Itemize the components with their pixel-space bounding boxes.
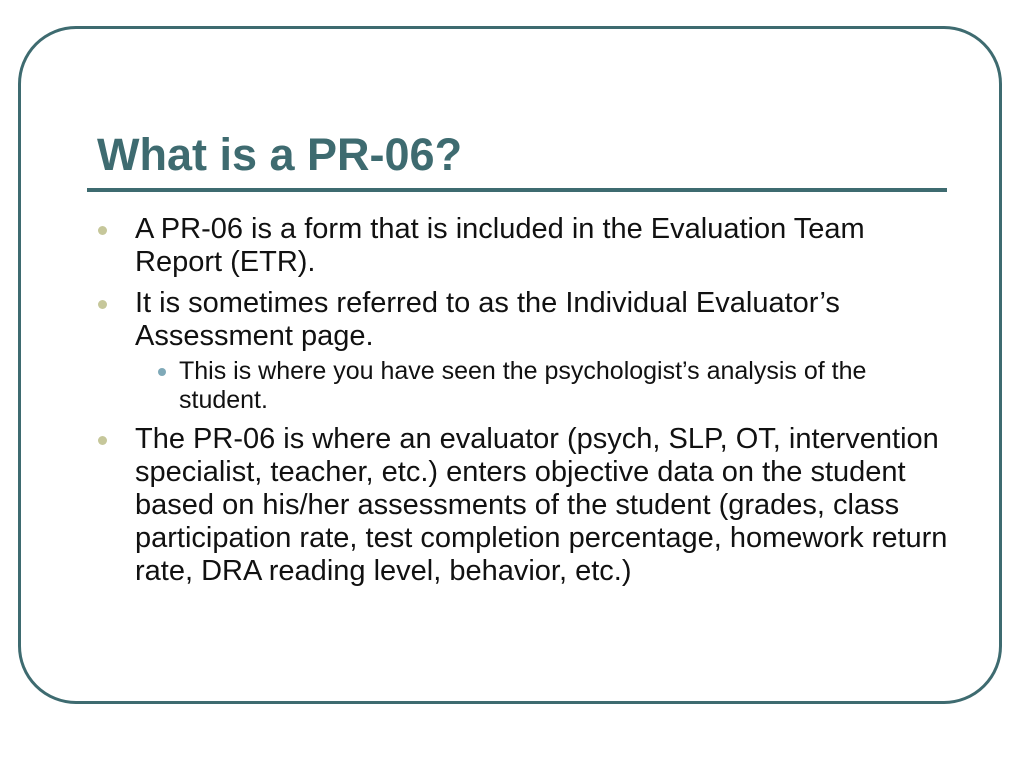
bullet-dot-icon	[98, 226, 107, 235]
bullet-text: It is sometimes referred to as the Individual Evaluator’s Assessment page.	[135, 287, 840, 352]
bullet-list	[96, 213, 956, 596]
sub-bullet-text: This is where you have seen the psychologist’s analysis of the student.	[179, 357, 867, 414]
title-underline	[87, 188, 947, 192]
bullet-item	[96, 213, 956, 279]
bullet-dot-icon	[98, 300, 107, 309]
bullet-dot-icon	[98, 436, 107, 445]
bullet-item	[96, 287, 956, 415]
bullet-item	[96, 423, 956, 588]
sub-bullet-dot-icon	[158, 368, 166, 376]
slide-title: What is a PR-06?	[97, 129, 463, 180]
sub-bullet-item	[135, 357, 956, 415]
bullet-text: A PR-06 is a form that is included in the Evaluation Team Report (ETR).	[135, 213, 865, 278]
bullet-text: The PR-06 is where an evaluator (psych, SLP, OT, intervention specialist, teacher, etc.) enters objective data on the student based on his/her assessments of the student (grades, class participation rate, test completion percentage, homework return rate, DRA reading level, behavior, etc.)	[135, 423, 948, 587]
